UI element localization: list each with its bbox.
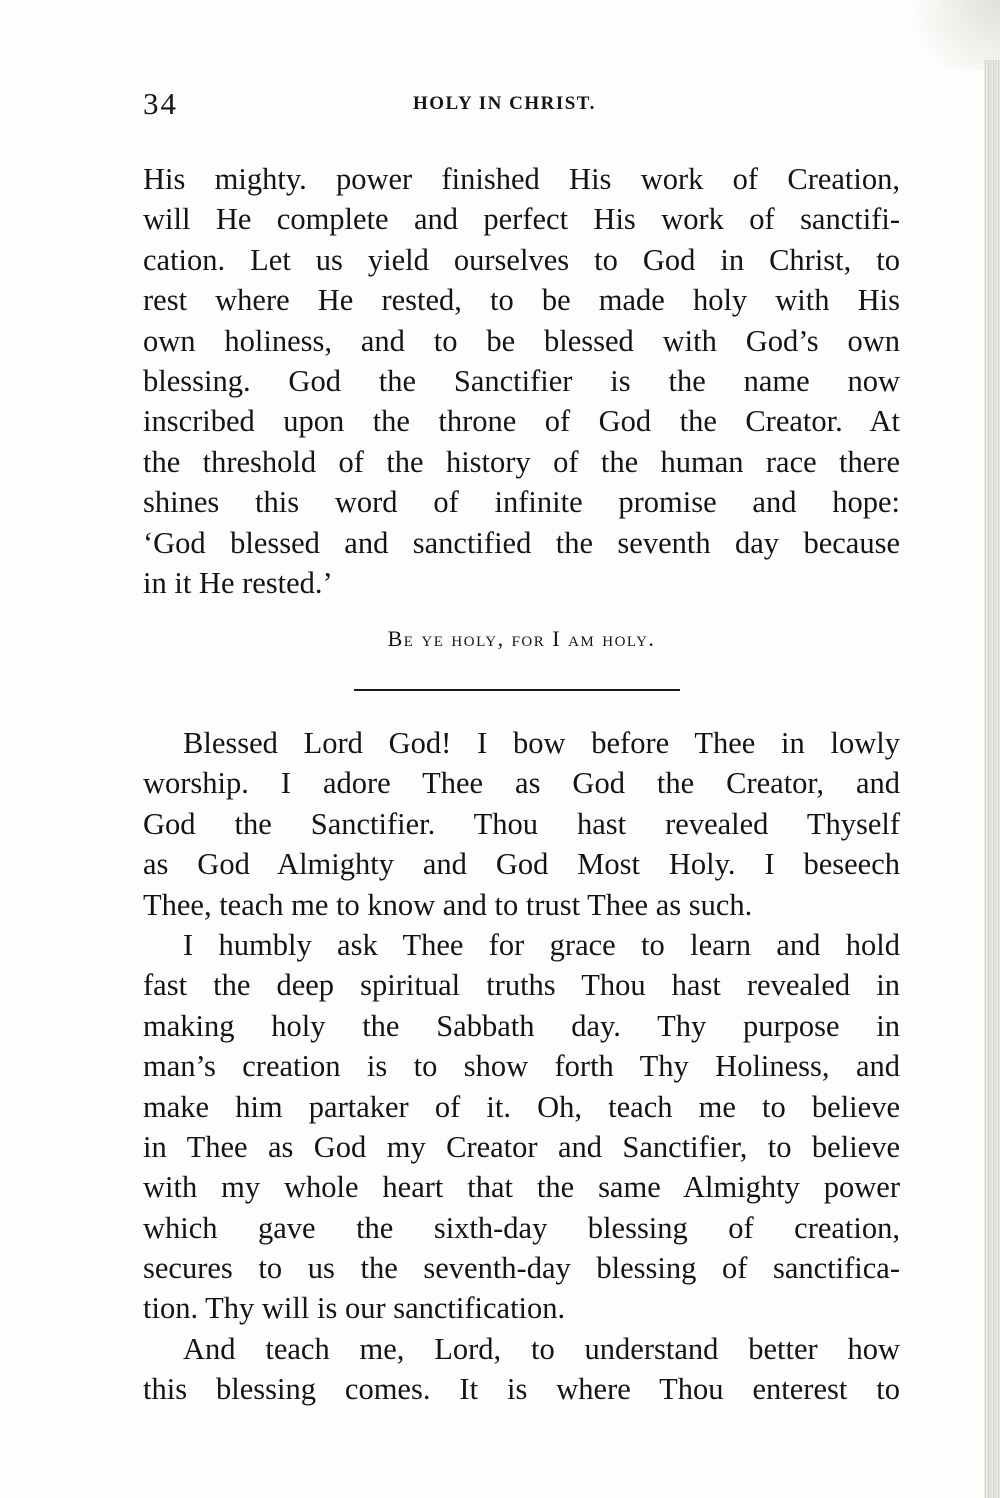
text-line: which gave the sixth-day blessing of creation,	[143, 1210, 900, 1245]
text-line: I humbly ask Thee for grace to learn and hold	[183, 927, 900, 962]
text-line: fast the deep spiritual truths Thou hast revealed in	[143, 968, 900, 1003]
text-line: His mighty. power finished His work of Creation,	[143, 162, 900, 196]
text-line: Blessed Lord God! I bow before Thee in lowly	[183, 726, 900, 760]
text-line: in it He rested.’	[143, 565, 333, 600]
text-line: tion. Thy will is our sanctification.	[143, 1291, 566, 1326]
text-line: ‘God blessed and sanctified the seventh day because	[143, 525, 900, 560]
text-line: the threshold of the history of the human race there	[143, 444, 900, 479]
section-heading: Be ye holy, for I am holy.	[387, 626, 656, 651]
text-line: man’s creation is to show forth Thy Holiness, and	[143, 1049, 900, 1084]
text-line: worship. I adore Thee as God the Creator, and	[143, 766, 900, 801]
text-line: make him partaker of it. Oh, teach me to believe	[143, 1089, 900, 1124]
text-line: making holy the Sabbath day. Thy purpose in	[143, 1008, 900, 1043]
page-number: 34	[143, 86, 178, 121]
text-line: in Thee as God my Creator and Sanctifier, to believe	[143, 1129, 900, 1164]
running-head	[143, 86, 900, 122]
body-paragraph	[143, 159, 900, 603]
prayer-text	[143, 723, 900, 1410]
text-line: blessing. God the Sanctifier is the name now	[143, 363, 900, 398]
text-line: this blessing comes. It is where Thou enterest to	[143, 1372, 900, 1407]
text-line: as God Almighty and God Most Holy. I beseech	[143, 847, 900, 882]
running-title: HOLY IN CHRIST.	[413, 93, 596, 114]
horizontal-rule	[354, 689, 680, 691]
text-line: will He complete and perfect His work of sanctifi-	[143, 202, 900, 237]
text-line: own holiness, and to be blessed with God’s own	[143, 323, 900, 358]
text-line: inscribed upon the throne of God the Creator. At	[143, 404, 900, 439]
text-line: And teach me, Lord, to understand better how	[183, 1331, 900, 1366]
text-line: secures to us the seventh-day blessing of sanctifica-	[143, 1251, 900, 1286]
text-line: cation. Let us yield ourselves to God in Christ, to	[143, 242, 900, 277]
text-line: with my whole heart that the same Almighty power	[143, 1170, 900, 1205]
text-line: God the Sanctifier. Thou hast revealed Thyself	[143, 806, 900, 841]
page-edge-shadow	[984, 60, 1000, 1498]
text-line: Thee, teach me to know and to trust Thee as such.	[143, 887, 753, 922]
text-line: rest where He rested, to be made holy with His	[143, 283, 900, 318]
text-line: shines this word of infinite promise and hope:	[143, 485, 900, 520]
